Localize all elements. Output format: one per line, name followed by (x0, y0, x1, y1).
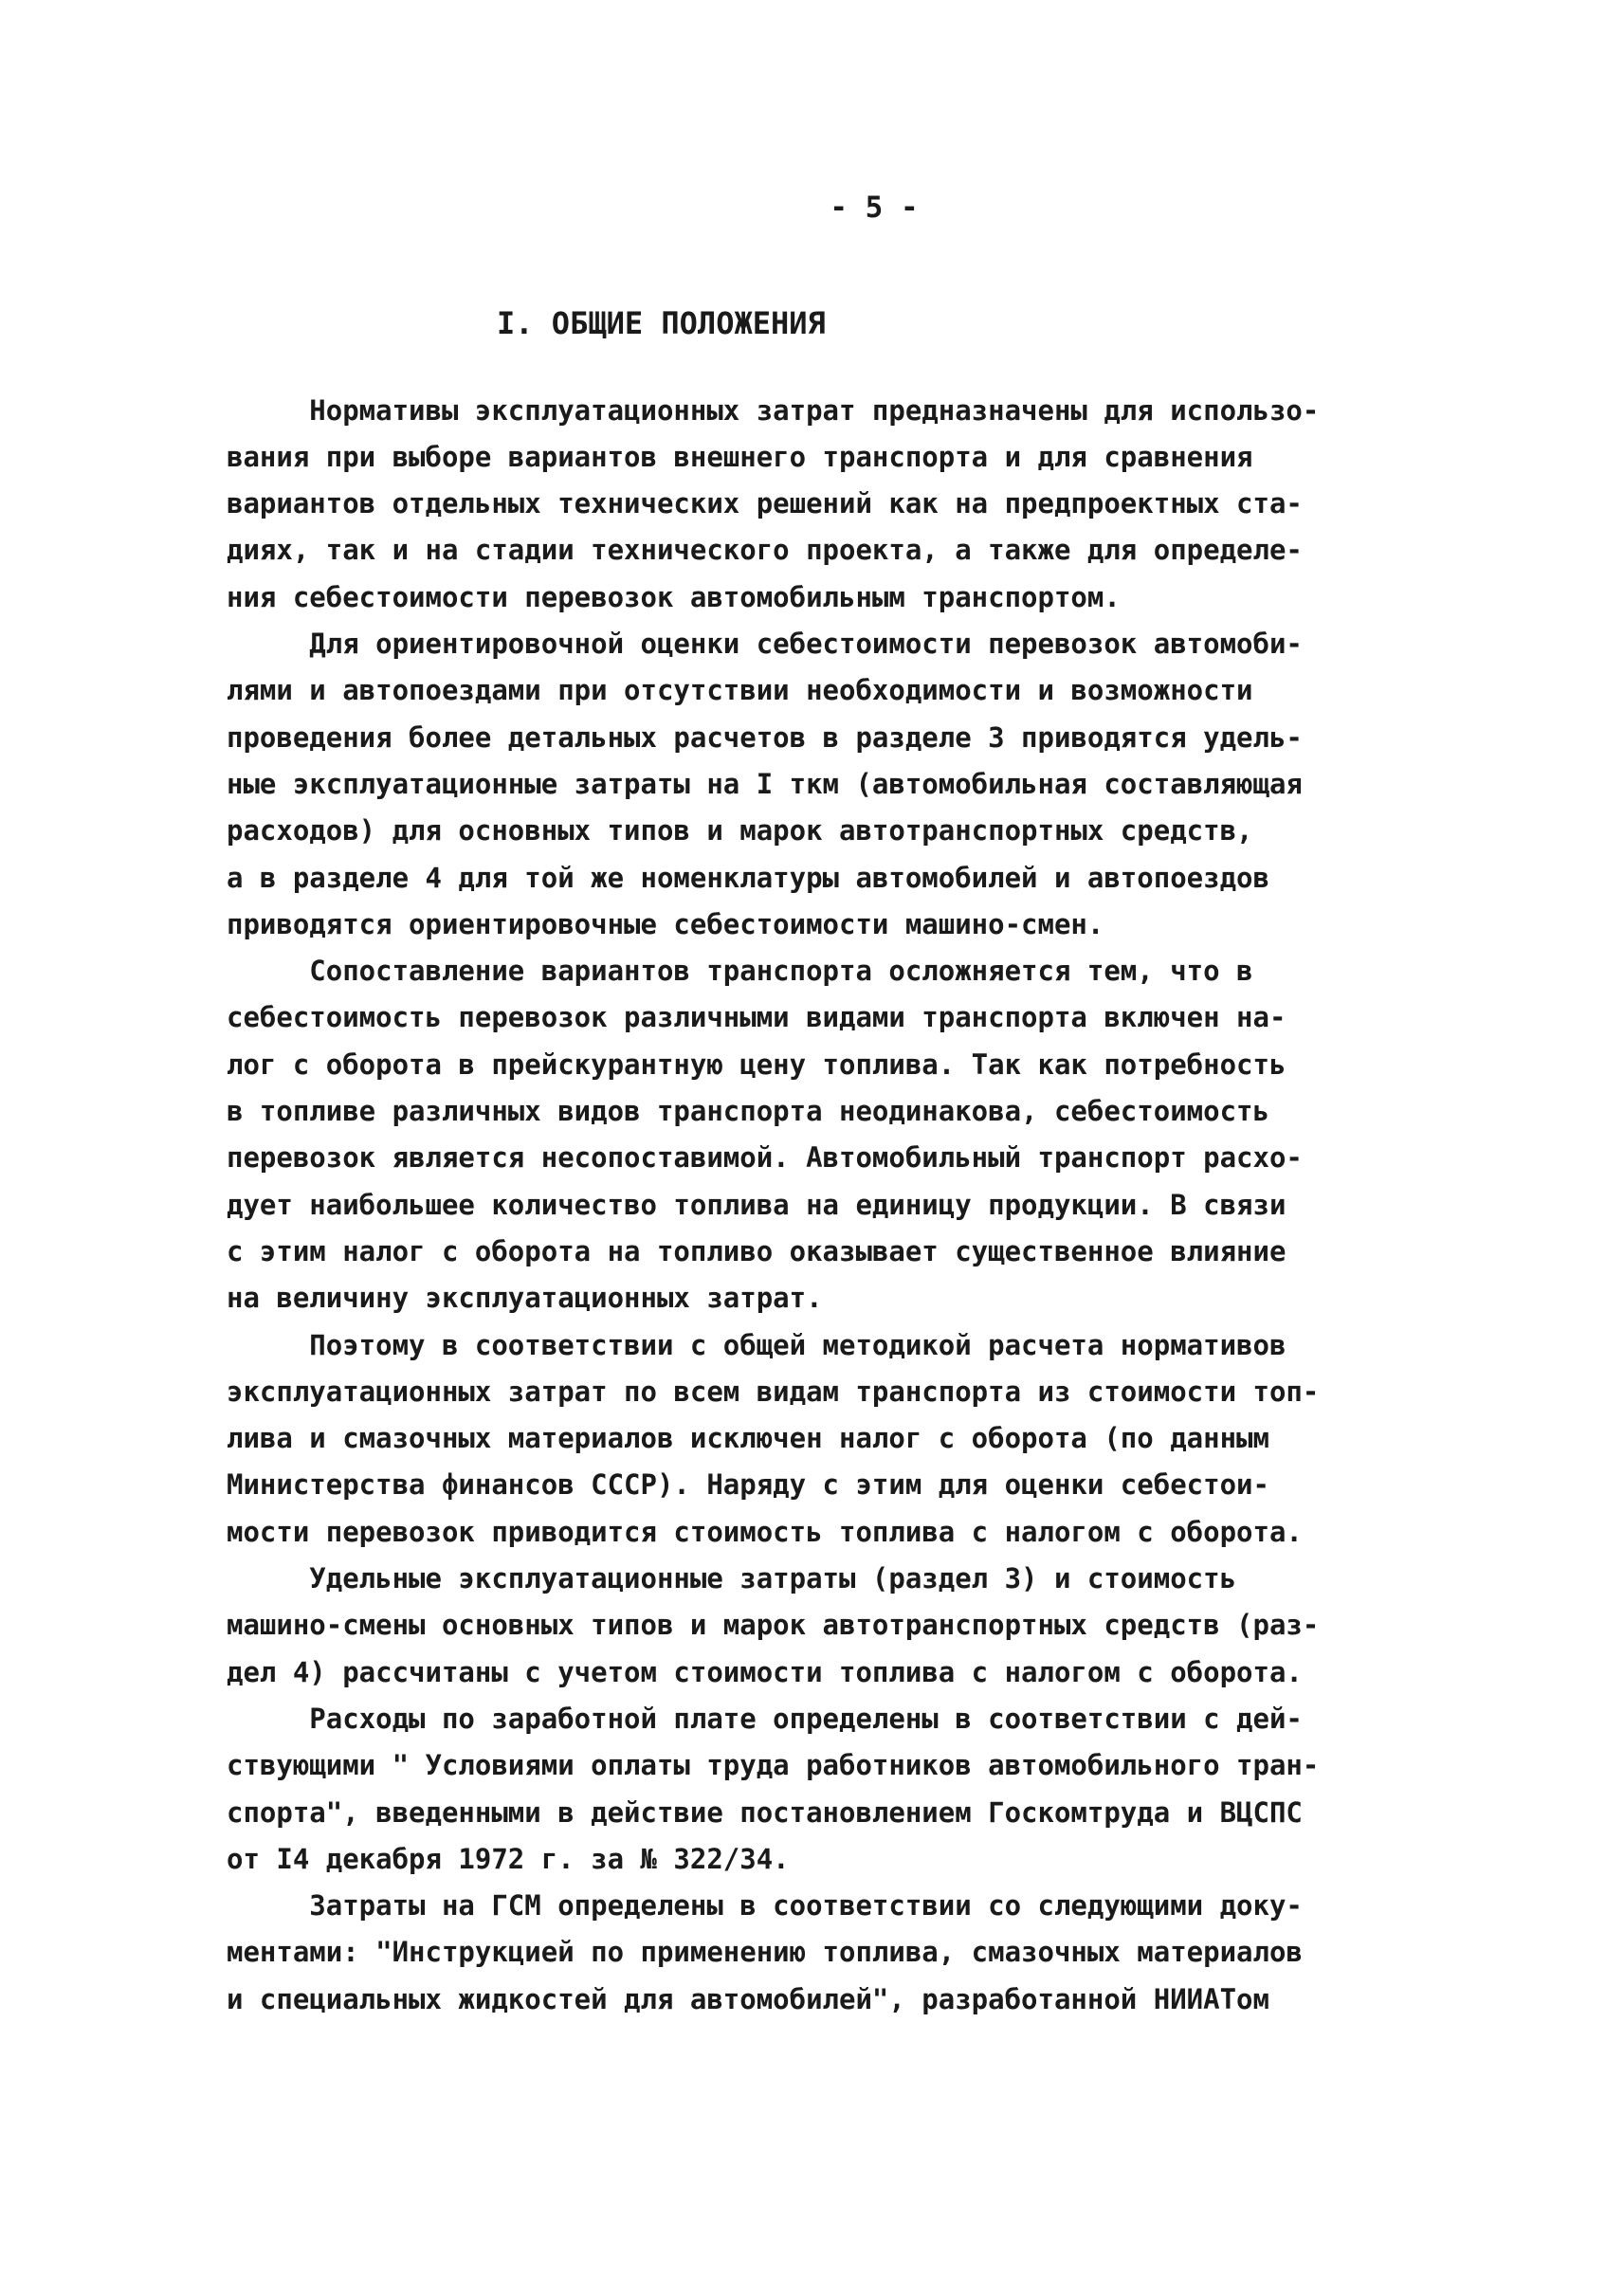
text-line: ствующими " Условиями оплаты труда работников автомобильного тран- (227, 1749, 1320, 1782)
text-line: Поэтому в соответствии с общей методикой расчета нормативов (227, 1328, 1286, 1361)
text-line: машино-смены основных типов и марок автотранспортных средств (раз- (227, 1609, 1320, 1642)
text-line: а в разделе 4 для той же номенклатуры автомобилей и автопоездов (227, 861, 1269, 894)
section-title: I. ОБЩИЕ ПОЛОЖЕНИЯ (497, 305, 826, 342)
text-line: Затраты на ГСМ определены в соответствии со следующими доку- (227, 1889, 1303, 1922)
text-line: перевозок является несопоставимой. Автомобильный транспорт расхо- (227, 1141, 1303, 1175)
text-line: в топливе различных видов транспорта неодинакова, себестоимость (227, 1095, 1269, 1128)
text-line: дел 4) рассчитаны с учетом стоимости топлива с налогом с оборота. (227, 1655, 1303, 1688)
text-line: проведения более детальных расчетов в разделе 3 приводятся удель- (227, 720, 1303, 754)
paragraph-comparison (227, 948, 1472, 1321)
text-line: лог с оборота в прейскурантную цену топлива. Так как потребность (227, 1048, 1286, 1081)
paragraph-methodology (227, 1322, 1472, 1556)
text-line: ментами: "Инструкцией по применению топлива, смазочных материалов (227, 1936, 1303, 1969)
text-line: Расходы по заработной плате определены в соответствии с дей- (227, 1702, 1303, 1735)
paragraph-wages (227, 1696, 1472, 1883)
text-line: лива и смазочных материалов исключен налог с оборота (по данным (227, 1422, 1269, 1455)
text-line: себестоимость перевозок различными видами транспорта включен на- (227, 1001, 1286, 1034)
text-line: Для ориентировочной оценки себестоимости перевозок автомоби- (227, 628, 1303, 661)
paragraph-specific-costs (227, 1556, 1472, 1696)
text-line: Министерства финансов СССР). Наряду с этим для оценки себестои- (227, 1468, 1269, 1502)
text-line: приводятся ориентировочные себестоимости машино-смен. (227, 907, 1104, 940)
text-line: Сопоставление вариантов транспорта осложняется тем, что в (227, 955, 1253, 988)
text-line: от I4 декабря 1972 г. за № 322/34. (227, 1842, 790, 1875)
text-line: Нормативы эксплуатационных затрат предназначены для использо- (227, 393, 1320, 427)
text-line: вания при выборе вариантов внешнего транспорта и для сравнения (227, 440, 1253, 473)
paragraph-fuel-costs (227, 1883, 1472, 2023)
text-line: дует наибольшее количество топлива на единицу продукции. В связи (227, 1188, 1286, 1221)
text-line: на величину эксплуатационных затрат. (227, 1282, 823, 1315)
text-line: ния себестоимости перевозок автомобильным транспортом. (227, 580, 1121, 613)
text-line: эксплуатационных затрат по всем видам транспорта из стоимости топ- (227, 1375, 1320, 1408)
text-line: лями и автопоездами при отсутствии необходимости и возможности (227, 674, 1253, 707)
page-number: - 5 - (830, 191, 919, 225)
text-line: расходов) для основных типов и марок автотранспортных средств, (227, 814, 1253, 847)
text-line: вариантов отдельных технических решений как на предпроектных ста- (227, 487, 1303, 520)
paragraph-estimation (227, 621, 1472, 948)
text-line: ные эксплуатационные затраты на I ткм (автомобильная составляющая (227, 767, 1303, 800)
text-line: Удельные эксплуатационные затраты (раздел 3) и стоимость (227, 1562, 1237, 1595)
text-line: и специальных жидкостей для автомобилей", разработанной НИИАТом (227, 1982, 1269, 2015)
text-line: спорта", введенными в действие постановлением Госкомтруда и ВЦСПС (227, 1795, 1303, 1829)
paragraph-purpose (227, 388, 1472, 621)
text-line: с этим налог с оборота на топливо оказывает существенное влияние (227, 1234, 1286, 1267)
text-line: диях, так и на стадии технического проекта, а также для определе- (227, 534, 1303, 567)
text-line: мости перевозок приводится стоимость топлива с налогом с оборота. (227, 1515, 1303, 1548)
